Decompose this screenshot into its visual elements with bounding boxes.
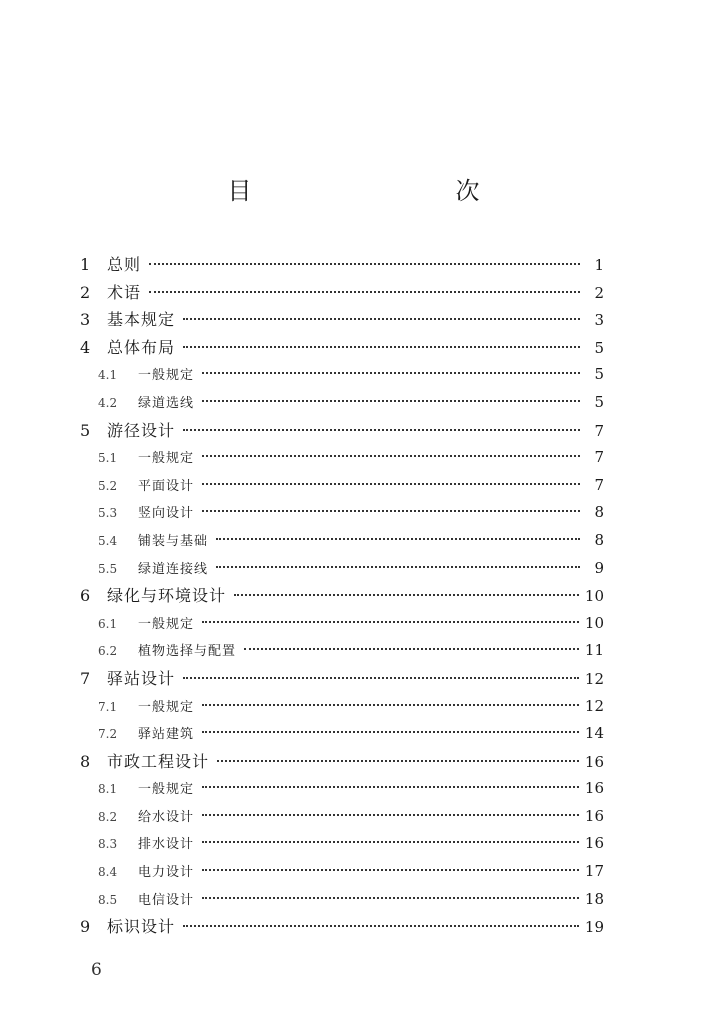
- toc-entry-page: 16: [584, 806, 604, 825]
- toc-entry-label: 游径设计: [107, 420, 176, 440]
- toc-chapter-entry[interactable]: [80, 665, 604, 693]
- toc-section-entry[interactable]: [80, 803, 604, 831]
- toc-dot-leader: [202, 621, 579, 623]
- toc-entry-page: 5: [594, 365, 604, 384]
- toc-entry-number: 5.4: [98, 533, 118, 548]
- toc-entry-number: 6: [80, 586, 91, 606]
- toc-entry-page: 14: [584, 724, 604, 743]
- toc-dot-leader: [202, 400, 580, 402]
- toc-dot-leader: [234, 594, 579, 596]
- toc-section-entry[interactable]: [80, 693, 604, 721]
- toc-entry-label: 基本规定: [107, 310, 176, 330]
- toc-dot-leader: [183, 925, 579, 927]
- toc-entry-number: 5: [80, 420, 91, 440]
- toc-entry-page: 1: [594, 256, 604, 274]
- toc-entry-number: 2: [80, 282, 91, 302]
- toc-dot-leader: [202, 869, 579, 871]
- toc-dot-leader: [202, 372, 580, 374]
- toc-entry-number: 8: [80, 751, 91, 771]
- toc-entry-label: 一般规定: [138, 368, 195, 384]
- toc-section-entry[interactable]: [80, 527, 604, 555]
- toc-entry-label: 铺装与基础: [138, 533, 209, 549]
- toc-entry-page: 7: [594, 475, 604, 494]
- toc-entry-page: 16: [584, 752, 604, 771]
- toc-dot-leader: [202, 814, 579, 816]
- toc-chapter-entry[interactable]: [80, 582, 604, 610]
- toc-chapter-entry[interactable]: [80, 334, 604, 362]
- toc-entry-label: 总则: [107, 255, 142, 274]
- toc-dot-leader: [149, 291, 580, 293]
- toc-entry-number: 7.2: [98, 727, 118, 742]
- toc-entry-label: 竖向设计: [138, 506, 195, 522]
- toc-entry-page: 8: [594, 503, 604, 522]
- toc-entry-page: 8: [594, 530, 604, 549]
- toc-entry-label: 绿化与环境设计: [107, 586, 227, 606]
- toc-entry-number: 8.5: [98, 892, 118, 907]
- toc-chapter-entry[interactable]: [80, 251, 604, 279]
- toc-entry-label: 一般规定: [138, 616, 195, 632]
- toc-entry-number: 1: [80, 255, 91, 274]
- toc-dot-leader: [217, 760, 579, 762]
- toc-entry-number: 4: [80, 337, 91, 357]
- toc-dot-leader: [183, 677, 579, 679]
- toc-chapter-entry[interactable]: [80, 748, 604, 776]
- toc-chapter-entry[interactable]: [80, 417, 604, 445]
- toc-section-entry[interactable]: [80, 361, 604, 389]
- toc-section-entry[interactable]: [80, 472, 604, 500]
- toc-entry-number: 5.5: [98, 561, 118, 576]
- toc-entry-label: 排水设计: [138, 837, 195, 853]
- toc-dot-leader: [202, 731, 579, 733]
- toc-dot-leader: [183, 429, 580, 431]
- toc-entry-page: 18: [584, 889, 604, 908]
- toc-entry-label: 市政工程设计: [107, 751, 210, 771]
- toc-entry-label: 绿道选线: [138, 395, 195, 411]
- toc-entry-label: 总体布局: [107, 337, 176, 357]
- toc-entry-page: 10: [584, 613, 604, 632]
- toc-dot-leader: [202, 841, 579, 843]
- toc-entry-page: 16: [584, 779, 604, 798]
- toc-section-entry[interactable]: [80, 886, 604, 914]
- toc-entry-page: 10: [584, 587, 604, 606]
- toc-entry-page: 12: [584, 669, 604, 688]
- toc-entry-number: 5.3: [98, 506, 118, 521]
- toc-section-entry[interactable]: [80, 637, 604, 665]
- toc-entry-label: 一般规定: [138, 451, 195, 467]
- toc-entry-label: 一般规定: [138, 699, 195, 715]
- toc-dot-leader: [244, 648, 579, 650]
- toc-entry-page: 7: [594, 448, 604, 467]
- toc-entry-label: 术语: [107, 282, 142, 302]
- toc-entry-page: 12: [584, 696, 604, 715]
- toc-dot-leader: [202, 704, 579, 706]
- toc-entry-page: 5: [594, 392, 604, 411]
- toc-entry-number: 5.1: [98, 451, 118, 466]
- toc-section-entry[interactable]: [80, 775, 604, 803]
- toc-section-entry[interactable]: [80, 858, 604, 886]
- toc-dot-leader: [202, 786, 579, 788]
- toc-dot-leader: [216, 566, 580, 568]
- toc-entry-number: 8.2: [98, 809, 118, 824]
- toc-entry-page: 3: [594, 311, 604, 330]
- toc-dot-leader: [202, 483, 580, 485]
- toc-entry-number: 7: [80, 668, 91, 688]
- toc-entry-number: 4.1: [98, 368, 118, 383]
- table-of-contents: [80, 251, 604, 941]
- toc-entry-number: 8.4: [98, 865, 118, 880]
- toc-section-entry[interactable]: [80, 499, 604, 527]
- toc-entry-page: 16: [584, 834, 604, 853]
- toc-entry-label: 标识设计: [107, 917, 176, 937]
- toc-dot-leader: [183, 318, 580, 320]
- toc-entry-label: 驿站建筑: [138, 727, 195, 743]
- page-title: 目 次: [227, 177, 532, 205]
- toc-entry-label: 驿站设计: [107, 668, 176, 688]
- toc-entry-number: 6.2: [98, 644, 118, 659]
- toc-entry-page: 7: [594, 421, 604, 440]
- toc-dot-leader: [149, 263, 580, 265]
- toc-dot-leader: [202, 455, 580, 457]
- toc-entry-label: 平面设计: [138, 478, 195, 494]
- toc-chapter-entry[interactable]: [80, 279, 604, 307]
- toc-entry-number: 8.3: [98, 837, 118, 852]
- toc-entry-number: 6.1: [98, 616, 118, 631]
- toc-entry-page: 9: [594, 558, 604, 577]
- toc-chapter-entry[interactable]: [80, 306, 604, 334]
- toc-section-entry[interactable]: [80, 610, 604, 638]
- toc-entry-label: 电力设计: [138, 865, 195, 881]
- toc-section-entry[interactable]: [80, 555, 604, 583]
- toc-entry-number: 7.1: [98, 699, 118, 714]
- toc-chapter-entry[interactable]: [80, 913, 604, 941]
- toc-entry-label: 一般规定: [138, 782, 195, 798]
- toc-entry-page: 2: [594, 283, 604, 302]
- toc-dot-leader: [202, 510, 580, 512]
- toc-entry-page: 17: [584, 862, 604, 881]
- page-number: 6: [91, 960, 102, 980]
- toc-dot-leader: [216, 538, 580, 540]
- toc-section-entry[interactable]: [80, 830, 604, 858]
- toc-entry-page: 11: [584, 641, 604, 660]
- toc-dot-leader: [202, 897, 579, 899]
- toc-entry-label: 绿道连接线: [138, 561, 209, 577]
- toc-entry-number: 8.1: [98, 782, 118, 797]
- toc-entry-label: 植物选择与配置: [138, 644, 237, 660]
- toc-entry-number: 9: [80, 917, 91, 937]
- toc-entry-number: 3: [80, 310, 91, 330]
- toc-section-entry[interactable]: [80, 444, 604, 472]
- toc-entry-label: 给水设计: [138, 809, 195, 825]
- toc-entry-label: 电信设计: [138, 892, 195, 908]
- toc-section-entry[interactable]: [80, 720, 604, 748]
- toc-entry-number: 5.2: [98, 478, 118, 493]
- toc-entry-page: 19: [584, 918, 604, 937]
- toc-entry-number: 4.2: [98, 395, 118, 410]
- toc-entry-page: 5: [594, 338, 604, 357]
- toc-section-entry[interactable]: [80, 389, 604, 417]
- toc-dot-leader: [183, 346, 580, 348]
